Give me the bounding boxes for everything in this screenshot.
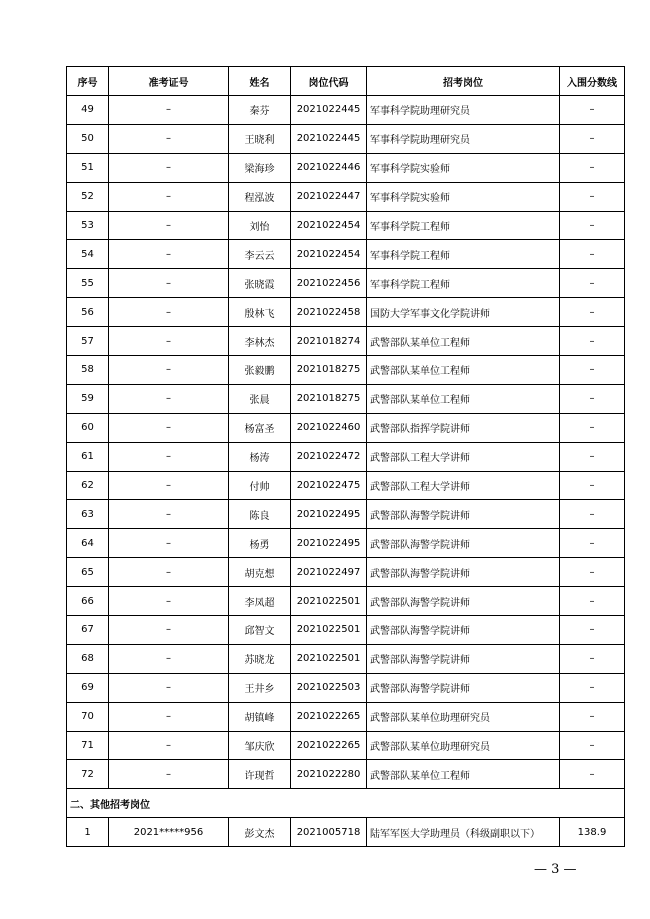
- table-row: [67, 182, 625, 211]
- name-cell: 苏晓龙: [229, 644, 291, 673]
- post-cell: 军事科学院实验师: [367, 153, 560, 182]
- index-cell: 60: [67, 413, 109, 442]
- col-header-score-line: 入围分数线: [560, 67, 625, 96]
- post-cell: 武警部队海警学院讲师: [367, 529, 560, 558]
- table-row: [67, 124, 625, 153]
- table-row: [67, 298, 625, 327]
- table-row: [67, 356, 625, 385]
- name-cell: 程泓波: [229, 182, 291, 211]
- ticket-number-cell: –: [109, 153, 229, 182]
- table-row: [67, 327, 625, 356]
- table-row: [67, 96, 625, 125]
- score-line-cell: –: [560, 644, 625, 673]
- table-row: [67, 529, 625, 558]
- table-row: [67, 558, 625, 587]
- post-code-cell: 2021005718: [291, 818, 367, 847]
- post-code-cell: 2021022472: [291, 442, 367, 471]
- ticket-number-cell: –: [109, 760, 229, 789]
- post-code-cell: 2021022501: [291, 616, 367, 645]
- post-cell: 武警部队某单位助理研究员: [367, 702, 560, 731]
- post-code-cell: 2021022454: [291, 211, 367, 240]
- post-code-cell: 2021022446: [291, 153, 367, 182]
- index-cell: 71: [67, 731, 109, 760]
- table-row: [67, 500, 625, 529]
- admission-list-table: [66, 66, 625, 847]
- ticket-number-cell: –: [109, 240, 229, 269]
- name-cell: 杨富圣: [229, 413, 291, 442]
- table-row: [67, 413, 625, 442]
- post-code-cell: 2021022497: [291, 558, 367, 587]
- index-cell: 51: [67, 153, 109, 182]
- post-cell: 武警部队指挥学院讲师: [367, 413, 560, 442]
- post-cell: 武警部队某单位工程师: [367, 384, 560, 413]
- name-cell: 秦芬: [229, 96, 291, 125]
- post-code-cell: 2021022495: [291, 529, 367, 558]
- score-line-cell: –: [560, 413, 625, 442]
- score-line-cell: –: [560, 529, 625, 558]
- post-cell: 武警部队工程大学讲师: [367, 471, 560, 500]
- ticket-number-cell: –: [109, 124, 229, 153]
- page-number: — 3 —: [534, 862, 577, 877]
- index-cell: 61: [67, 442, 109, 471]
- table-row: [67, 818, 625, 847]
- score-line-cell: –: [560, 673, 625, 702]
- score-line-cell: –: [560, 182, 625, 211]
- post-code-cell: 2021022501: [291, 587, 367, 616]
- score-line-cell: –: [560, 702, 625, 731]
- index-cell: 57: [67, 327, 109, 356]
- table-row: [67, 471, 625, 500]
- name-cell: 彭文杰: [229, 818, 291, 847]
- col-header-post: 招考岗位: [367, 67, 560, 96]
- table-row: [67, 644, 625, 673]
- post-code-cell: 2021018274: [291, 327, 367, 356]
- ticket-number-cell: –: [109, 211, 229, 240]
- ticket-number-cell: –: [109, 644, 229, 673]
- index-cell: 72: [67, 760, 109, 789]
- score-line-cell: –: [560, 500, 625, 529]
- score-line-cell: 138.9: [560, 818, 625, 847]
- post-cell: 武警部队海警学院讲师: [367, 644, 560, 673]
- index-cell: 70: [67, 702, 109, 731]
- score-line-cell: –: [560, 616, 625, 645]
- index-cell: 67: [67, 616, 109, 645]
- post-code-cell: 2021018275: [291, 384, 367, 413]
- index-cell: 62: [67, 471, 109, 500]
- post-code-cell: 2021022445: [291, 96, 367, 125]
- index-cell: 68: [67, 644, 109, 673]
- ticket-number-cell: –: [109, 731, 229, 760]
- name-cell: 梁海珍: [229, 153, 291, 182]
- post-code-cell: 2021022475: [291, 471, 367, 500]
- col-header-post-code: 岗位代码: [291, 67, 367, 96]
- section-title: 二、其他招考岗位: [67, 789, 625, 818]
- ticket-number-cell: –: [109, 587, 229, 616]
- ticket-number-cell: –: [109, 413, 229, 442]
- post-code-cell: 2021022265: [291, 702, 367, 731]
- score-line-cell: –: [560, 558, 625, 587]
- name-cell: 胡镇峰: [229, 702, 291, 731]
- score-line-cell: –: [560, 96, 625, 125]
- score-line-cell: –: [560, 327, 625, 356]
- name-cell: 邹庆欣: [229, 731, 291, 760]
- name-cell: 付帅: [229, 471, 291, 500]
- table-row: [67, 442, 625, 471]
- table-row: [67, 587, 625, 616]
- index-cell: 56: [67, 298, 109, 327]
- ticket-number-cell: –: [109, 616, 229, 645]
- name-cell: 张晓霞: [229, 269, 291, 298]
- score-line-cell: –: [560, 298, 625, 327]
- index-cell: 50: [67, 124, 109, 153]
- name-cell: 胡克想: [229, 558, 291, 587]
- name-cell: 许现哲: [229, 760, 291, 789]
- ticket-number-cell: –: [109, 558, 229, 587]
- post-code-cell: 2021022456: [291, 269, 367, 298]
- post-cell: 武警部队某单位工程师: [367, 760, 560, 789]
- table-row: [67, 673, 625, 702]
- table-row: [67, 240, 625, 269]
- post-code-cell: 2021022495: [291, 500, 367, 529]
- table-row: [67, 153, 625, 182]
- col-header-index: 序号: [67, 67, 109, 96]
- post-code-cell: 2021022447: [291, 182, 367, 211]
- name-cell: 王井乡: [229, 673, 291, 702]
- score-line-cell: –: [560, 240, 625, 269]
- post-cell: 武警部队海警学院讲师: [367, 500, 560, 529]
- post-cell: 军事科学院助理研究员: [367, 96, 560, 125]
- table-body: [67, 96, 625, 847]
- post-code-cell: 2021022501: [291, 644, 367, 673]
- table-row: [67, 269, 625, 298]
- name-cell: 李凤超: [229, 587, 291, 616]
- post-code-cell: 2021022458: [291, 298, 367, 327]
- index-cell: 59: [67, 384, 109, 413]
- score-line-cell: –: [560, 384, 625, 413]
- post-cell: 陆军军医大学助理员（科级副职以下）: [367, 818, 560, 847]
- table-row: [67, 616, 625, 645]
- index-cell: 63: [67, 500, 109, 529]
- ticket-number-cell: –: [109, 182, 229, 211]
- ticket-number-cell: –: [109, 384, 229, 413]
- ticket-number-cell: –: [109, 442, 229, 471]
- ticket-number-cell: –: [109, 529, 229, 558]
- score-line-cell: –: [560, 442, 625, 471]
- post-code-cell: 2021022280: [291, 760, 367, 789]
- index-cell: 65: [67, 558, 109, 587]
- post-cell: 国防大学军事文化学院讲师: [367, 298, 560, 327]
- post-cell: 武警部队海警学院讲师: [367, 558, 560, 587]
- index-cell: 64: [67, 529, 109, 558]
- index-cell: 69: [67, 673, 109, 702]
- ticket-number-cell: –: [109, 327, 229, 356]
- score-line-cell: –: [560, 211, 625, 240]
- post-cell: 武警部队某单位助理研究员: [367, 731, 560, 760]
- ticket-number-cell: 2021*****956: [109, 818, 229, 847]
- ticket-number-cell: –: [109, 298, 229, 327]
- index-cell: 54: [67, 240, 109, 269]
- post-cell: 武警部队某单位工程师: [367, 356, 560, 385]
- section-row: [67, 789, 625, 818]
- post-cell: 武警部队工程大学讲师: [367, 442, 560, 471]
- table-row: [67, 731, 625, 760]
- ticket-number-cell: –: [109, 356, 229, 385]
- post-cell: 军事科学院工程师: [367, 211, 560, 240]
- post-cell: 军事科学院助理研究员: [367, 124, 560, 153]
- ticket-number-cell: –: [109, 269, 229, 298]
- post-cell: 武警部队海警学院讲师: [367, 616, 560, 645]
- index-cell: 1: [67, 818, 109, 847]
- post-code-cell: 2021022265: [291, 731, 367, 760]
- name-cell: 殷林飞: [229, 298, 291, 327]
- name-cell: 张毅鹏: [229, 356, 291, 385]
- index-cell: 66: [67, 587, 109, 616]
- score-line-cell: –: [560, 153, 625, 182]
- table-row: [67, 702, 625, 731]
- score-line-cell: –: [560, 731, 625, 760]
- ticket-number-cell: –: [109, 500, 229, 529]
- index-cell: 58: [67, 356, 109, 385]
- post-code-cell: 2021018275: [291, 356, 367, 385]
- post-code-cell: 2021022445: [291, 124, 367, 153]
- table-row: [67, 211, 625, 240]
- score-line-cell: –: [560, 471, 625, 500]
- col-header-ticket-number: 准考证号: [109, 67, 229, 96]
- name-cell: 邱智文: [229, 616, 291, 645]
- post-cell: 武警部队海警学院讲师: [367, 673, 560, 702]
- name-cell: 杨勇: [229, 529, 291, 558]
- post-cell: 武警部队某单位工程师: [367, 327, 560, 356]
- index-cell: 52: [67, 182, 109, 211]
- name-cell: 刘怡: [229, 211, 291, 240]
- ticket-number-cell: –: [109, 673, 229, 702]
- ticket-number-cell: –: [109, 471, 229, 500]
- post-code-cell: 2021022460: [291, 413, 367, 442]
- ticket-number-cell: –: [109, 702, 229, 731]
- post-cell: 军事科学院实验师: [367, 182, 560, 211]
- index-cell: 49: [67, 96, 109, 125]
- score-line-cell: –: [560, 587, 625, 616]
- index-cell: 55: [67, 269, 109, 298]
- post-cell: 军事科学院工程师: [367, 269, 560, 298]
- score-line-cell: –: [560, 356, 625, 385]
- name-cell: 李云云: [229, 240, 291, 269]
- name-cell: 李林杰: [229, 327, 291, 356]
- index-cell: 53: [67, 211, 109, 240]
- ticket-number-cell: –: [109, 96, 229, 125]
- name-cell: 王晓利: [229, 124, 291, 153]
- table-row: [67, 384, 625, 413]
- post-cell: 武警部队海警学院讲师: [367, 587, 560, 616]
- table-row: [67, 760, 625, 789]
- score-line-cell: –: [560, 760, 625, 789]
- post-cell: 军事科学院工程师: [367, 240, 560, 269]
- post-code-cell: 2021022454: [291, 240, 367, 269]
- col-header-name: 姓名: [229, 67, 291, 96]
- name-cell: 杨涛: [229, 442, 291, 471]
- header-row: [67, 67, 625, 96]
- score-line-cell: –: [560, 124, 625, 153]
- post-code-cell: 2021022503: [291, 673, 367, 702]
- score-line-cell: –: [560, 269, 625, 298]
- name-cell: 张晨: [229, 384, 291, 413]
- name-cell: 陈良: [229, 500, 291, 529]
